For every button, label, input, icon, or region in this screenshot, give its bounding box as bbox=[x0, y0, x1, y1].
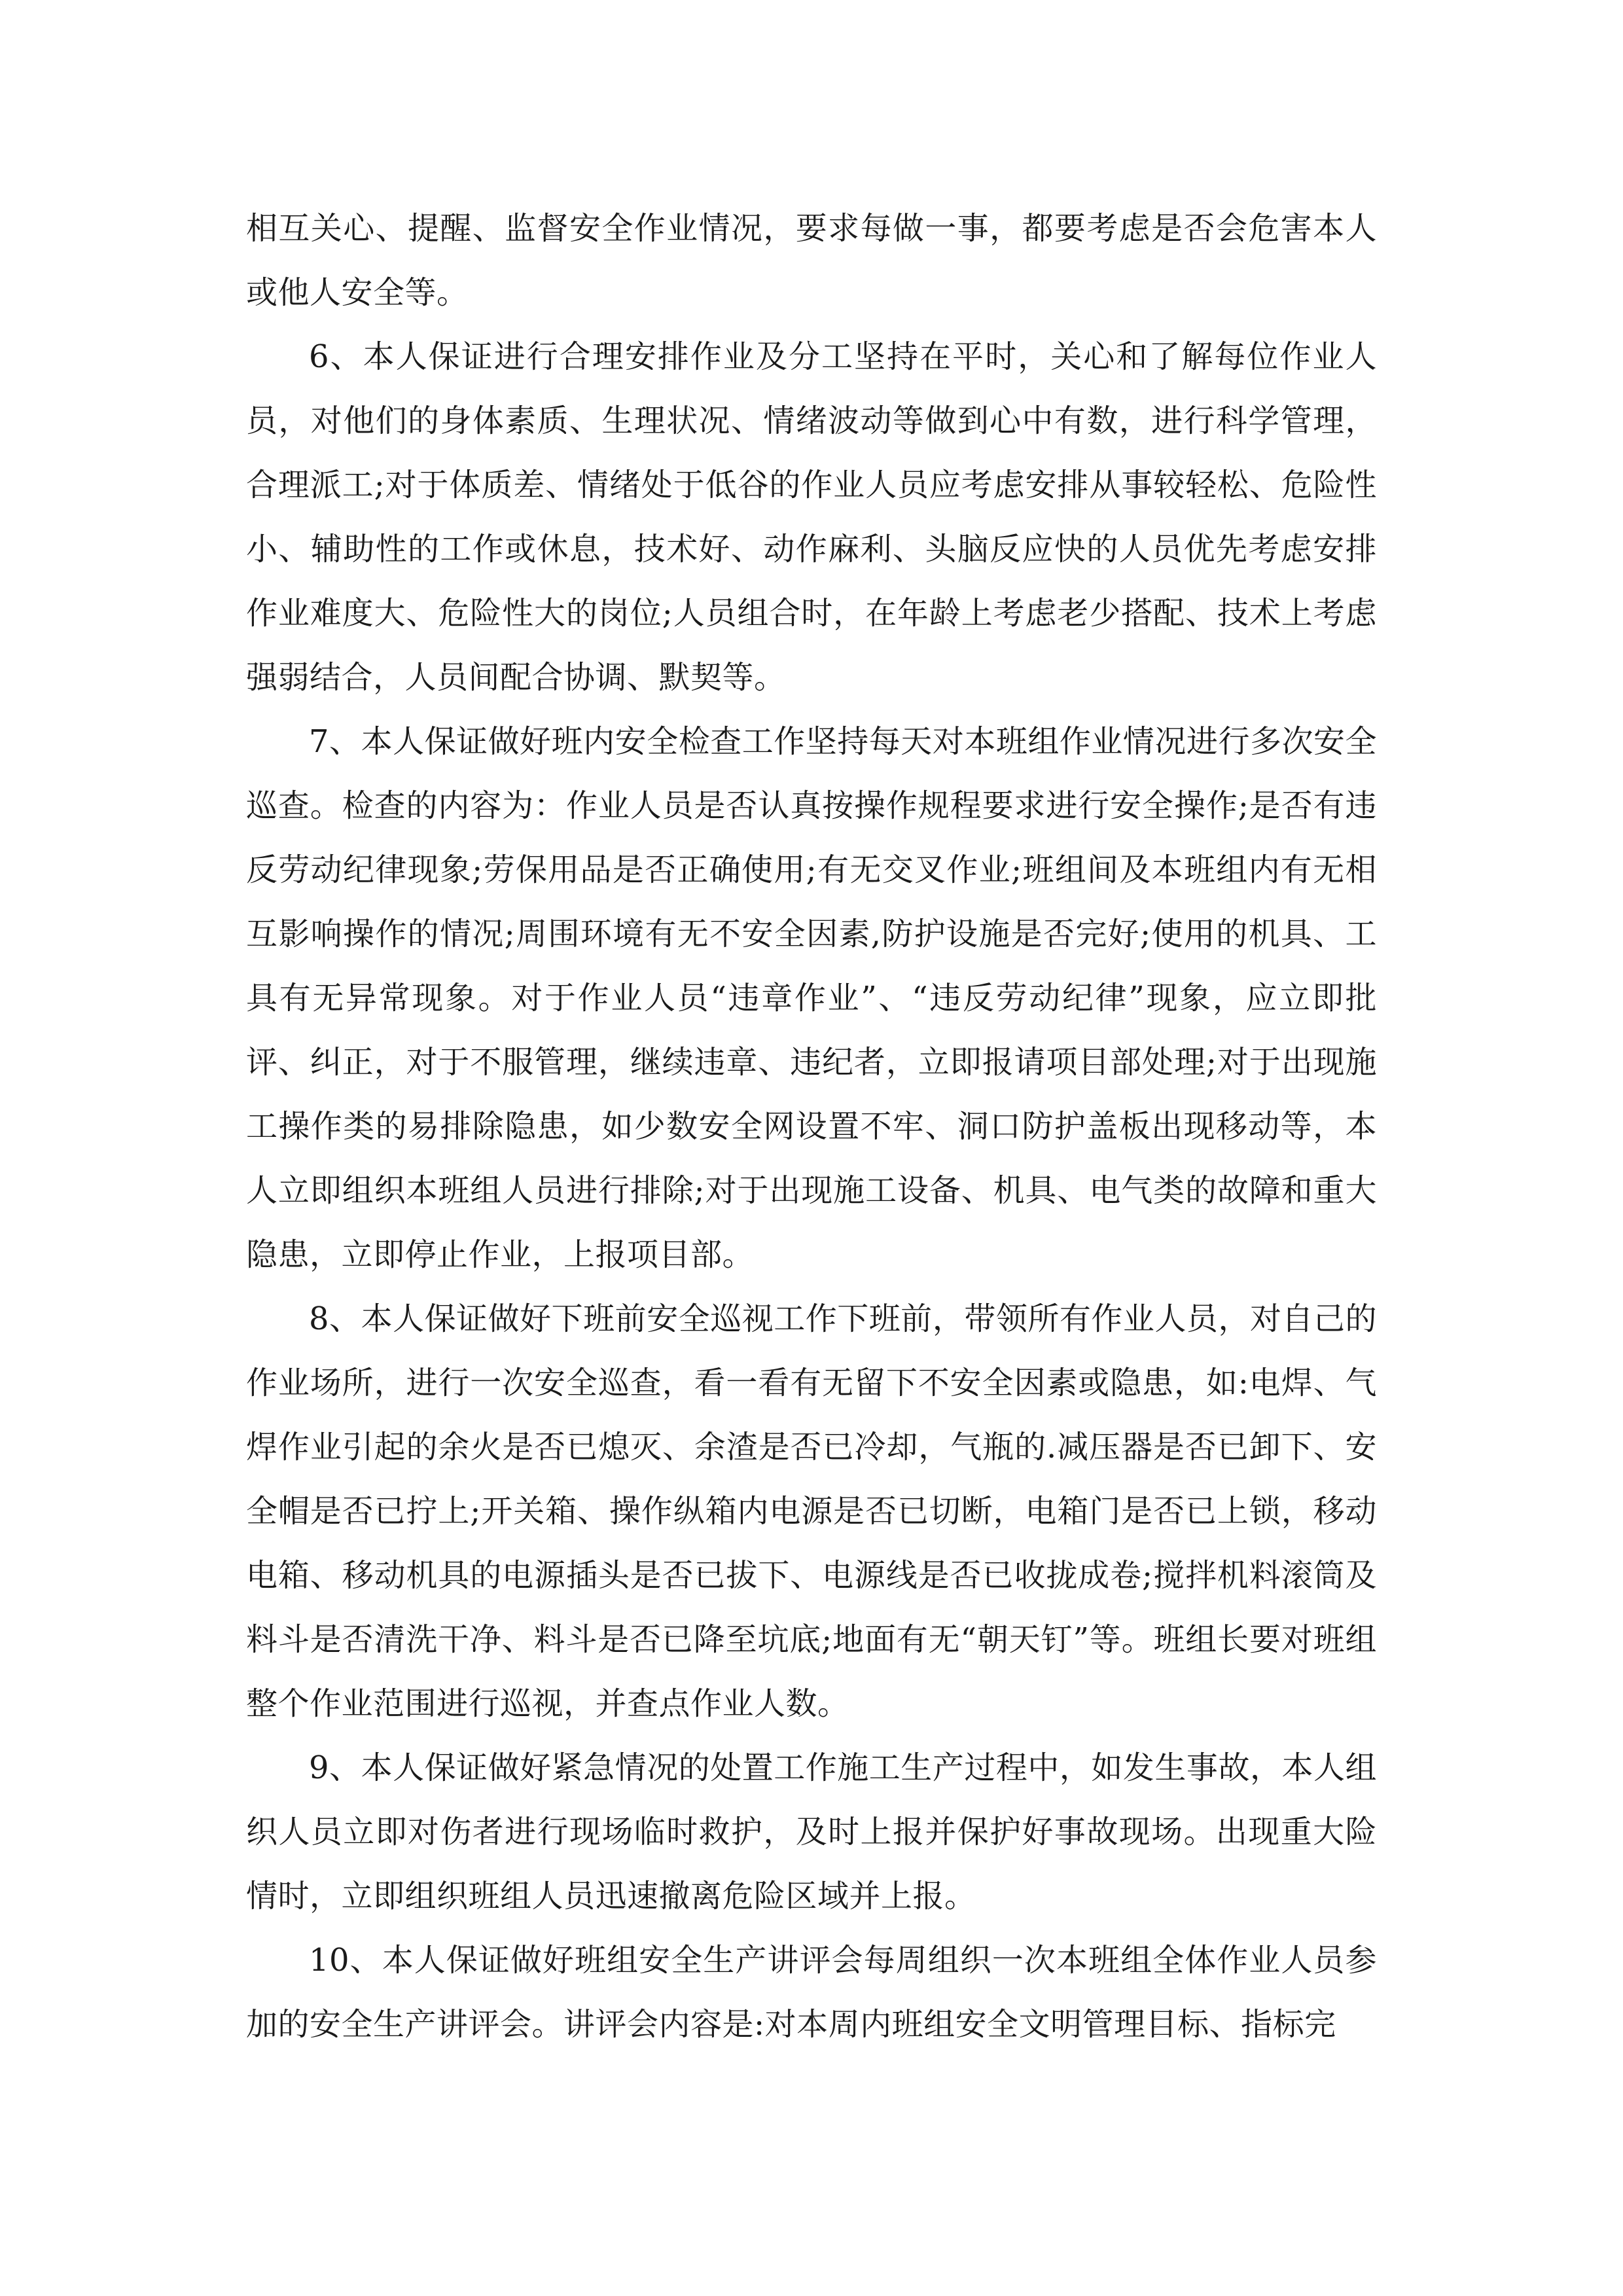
paragraph-item-7: 7、本人保证做好班内安全检查工作坚持每天对本班组作业情况进行多次安全巡查。检查的内容为：作业人员是否认真按操作规程要求进行安全操作;是否有违反劳动纪律现象;劳保用品是否正确使用;有无交叉作业;班组间及本班组内有无相互影响操作的情况;周围环境有无不安全因素,防护设施是否完好;使用的机具、工具有无异常现象。对于作业人员“违章作业”、“违反劳动纪律”现象，应立即批评、纠正，对于不服管理，继续违章、违纪者，立即报请项目部处理;对于出现施工操作类的易排除隐患，如少数安全网设置不牢、洞口防护盖板出现移动等，本人立即组织本班组人员进行排除;对于出现施工设备、机具、电气类的故障和重大隐患，立即停止作业，上报项目部。 bbox=[246, 723, 1377, 1273]
document-body bbox=[246, 196, 1377, 2056]
paragraph-item-10: 10、本人保证做好班组安全生产讲评会每周组织一次本班组全体作业人员参加的安全生产讲评会。讲评会内容是:对本周内班组安全文明管理目标、指标完 bbox=[246, 1942, 1377, 2043]
paragraph-item-8: 8、本人保证做好下班前安全巡视工作下班前，带领所有作业人员，对自己的作业场所，进行一次安全巡查，看一看有无留下不安全因素或隐患，如:电焊、气焊作业引起的余火是否已熄灭、余渣是否已冷却，气瓶的.减压器是否已卸下、安全帽是否已拧上;开关箱、操作纵箱内电源是否已切断，电箱门是否已上锁，移动电箱、移动机具的电源插头是否已拔下、电源线是否已收拢成卷;搅拌机料滚筒及料斗是否清洗干净、料斗是否已降至坑底;地面有无“朝天钉”等。班组长要对班组整个作业范围进行巡视，并查点作业人数。 bbox=[246, 1300, 1377, 1722]
paragraph-item-9: 9、本人保证做好紧急情况的处置工作施工生产过程中，如发生事故，本人组织人员立即对伤者进行现场临时救护，及时上报并保护好事故现场。出现重大险情时，立即组织班组人员迅速撤离危险区域并上报。 bbox=[246, 1749, 1377, 1914]
paragraph-item-6: 6、本人保证进行合理安排作业及分工坚持在平时，关心和了解每位作业人员，对他们的身体素质、生理状况、情绪波动等做到心中有数，进行科学管理，合理派工;对于体质差、情绪处于低谷的作业人员应考虑安排从事较轻松、危险性小、辅助性的工作或休息，技术好、动作麻利、头脑反应快的人员优先考虑安排作业难度大、危险性大的岗位;人员组合时，在年龄上考虑老少搭配、技术上考虑强弱结合，人员间配合协调、默契等。 bbox=[246, 338, 1377, 696]
paragraph-continuation: 相互关心、提醒、监督安全作业情况，要求每做一事，都要考虑是否会危害本人或他人安全等。 bbox=[246, 210, 1377, 311]
